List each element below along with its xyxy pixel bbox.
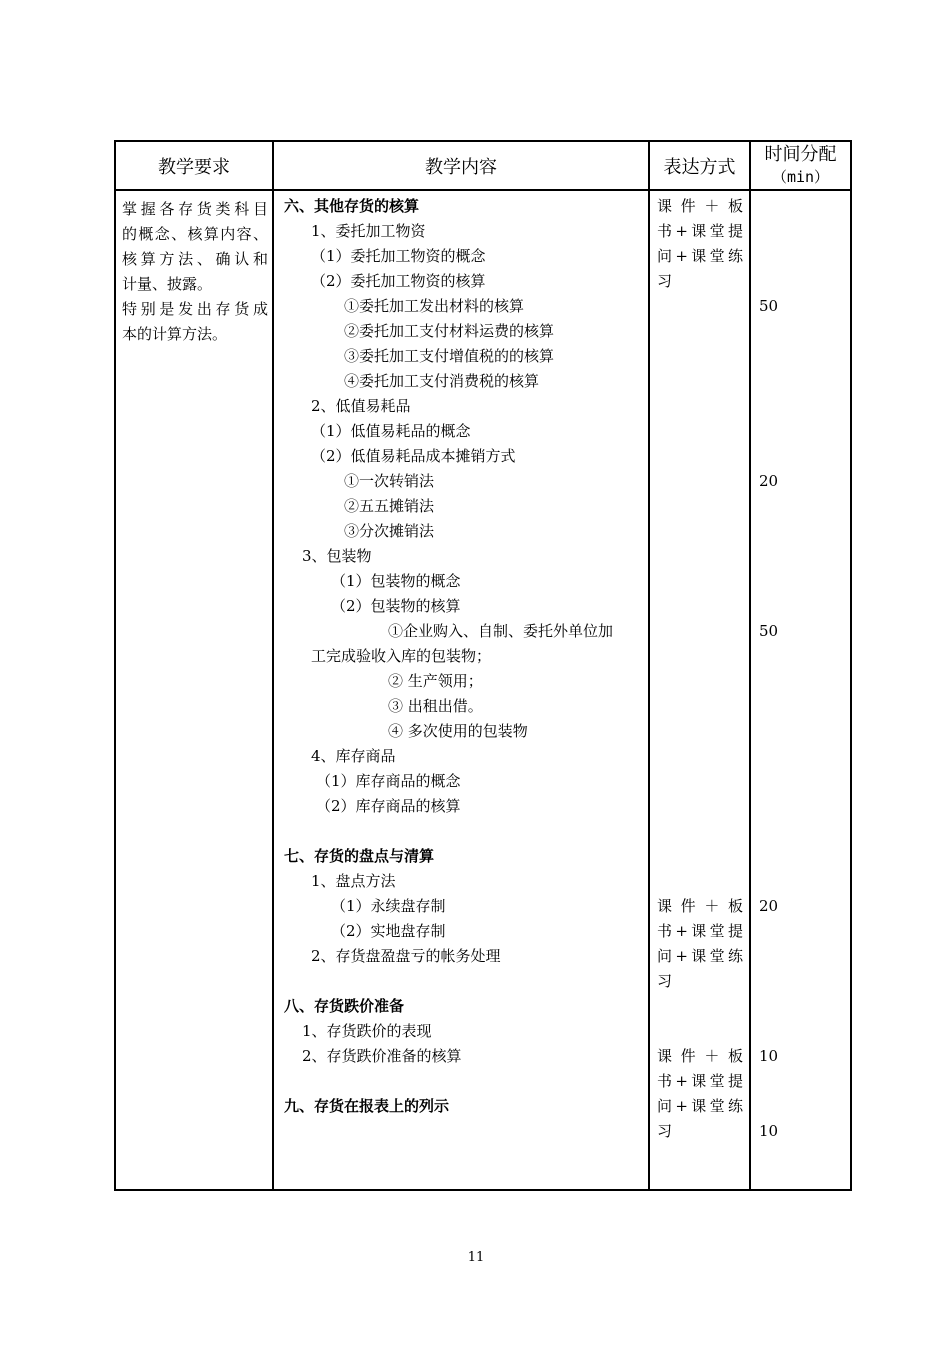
header-content: 教学内容	[273, 141, 649, 190]
content-line: 1、盘点方法	[311, 872, 396, 890]
method-line: 习	[657, 972, 673, 990]
method-block	[657, 894, 743, 994]
method-line: 课件＋板	[657, 897, 743, 915]
content-line: ①委托加工发出材料的核算	[344, 297, 525, 315]
method-line: 书+课堂提	[657, 1072, 743, 1090]
method-block	[657, 1044, 743, 1144]
method-line: 问+课堂练	[657, 1097, 743, 1115]
content-line: ④ 多次使用的包装物	[388, 722, 528, 740]
content-line: ③委托加工支付增值税的的核算	[344, 347, 555, 365]
time-value: 20	[759, 897, 779, 915]
content-line: ②五五摊销法	[344, 497, 435, 515]
content-line: （2）实地盘存制	[331, 922, 446, 940]
method-block	[657, 194, 743, 294]
time-value: 20	[759, 472, 779, 490]
content-line: 1、委托加工物资	[311, 222, 426, 240]
content-line: （1）委托加工物资的概念	[311, 247, 486, 265]
content-line: ①一次转销法	[344, 472, 435, 490]
method-line: 习	[657, 1122, 673, 1140]
time-value: 50	[759, 622, 779, 640]
content-cell	[273, 190, 649, 1190]
header-time-title: 时间分配	[764, 143, 837, 165]
time-cell	[750, 190, 851, 1190]
content-line: （1）库存商品的概念	[316, 772, 461, 790]
section-heading: 八、存货跌价准备	[284, 997, 405, 1015]
content-line: 2、存货跌价准备的核算	[302, 1047, 462, 1065]
method-cell	[649, 190, 750, 1190]
time-value: 50	[759, 297, 779, 315]
requirement-line: 本的计算方法。	[122, 325, 228, 343]
requirement-line: 计量、披露。	[122, 275, 213, 293]
content-line: ②委托加工支付材料运费的核算	[344, 322, 555, 340]
requirement-line: 核算方法、确认和	[122, 250, 268, 268]
header-method: 表达方式	[649, 141, 750, 190]
requirement-line: 特别是发出存货成	[122, 300, 268, 318]
content-line: （1）低值易耗品的概念	[311, 422, 471, 440]
content-line: 2、低值易耗品	[311, 397, 411, 415]
method-line: 问+课堂练	[657, 247, 743, 265]
method-line: 课件＋板	[657, 1047, 743, 1065]
method-line: 课件＋板	[657, 197, 743, 215]
content-line: ③分次摊销法	[344, 522, 435, 540]
content-line: 工完成验收入库的包装物；	[311, 647, 492, 665]
content-line: 4、库存商品	[311, 747, 396, 765]
section-heading: 七、存货的盘点与清算	[284, 847, 435, 865]
content-line: ④委托加工支付消费税的核算	[344, 372, 540, 390]
content-line: 3、包装物	[302, 547, 372, 565]
header-requirement: 教学要求	[115, 141, 273, 190]
method-line: 问+课堂练	[657, 947, 743, 965]
section-heading: 九、存货在报表上的列示	[284, 1097, 450, 1115]
content-line: 1、存货跌价的表现	[302, 1022, 432, 1040]
content-line: ③ 出租出借。	[388, 697, 483, 715]
syllabus-table	[114, 140, 852, 1191]
requirement-line: 掌握各存货类科目	[122, 200, 268, 218]
requirement-cell	[115, 190, 273, 1190]
page-number: 11	[467, 1250, 485, 1265]
header-time-unit: （min）	[771, 167, 830, 186]
content-line: （2）包装物的核算	[331, 597, 461, 615]
content-line: （2）库存商品的核算	[316, 797, 461, 815]
body-row	[115, 190, 851, 1190]
section-heading: 六、其他存货的核算	[284, 197, 420, 215]
time-value: 10	[759, 1122, 779, 1140]
content-line: ①企业购入、自制、委托外单位加	[388, 622, 614, 640]
time-value: 10	[759, 1047, 779, 1065]
content-line: ② 生产领用；	[388, 672, 483, 690]
method-line: 书+课堂提	[657, 922, 743, 940]
content-line: （2）委托加工物资的核算	[311, 272, 486, 290]
content-line: （2）低值易耗品成本摊销方式	[311, 447, 516, 465]
requirement-line: 的概念、核算内容、	[122, 225, 268, 243]
method-line: 书+课堂提	[657, 222, 743, 240]
requirement-text	[122, 197, 268, 347]
content-line: （1）包装物的概念	[331, 572, 461, 590]
content-line: 2、存货盘盈盘亏的帐务处理	[311, 947, 501, 965]
header-time	[750, 141, 851, 190]
content-line: （1）永续盘存制	[331, 897, 446, 915]
method-line: 习	[657, 272, 673, 290]
header-row	[115, 141, 851, 190]
